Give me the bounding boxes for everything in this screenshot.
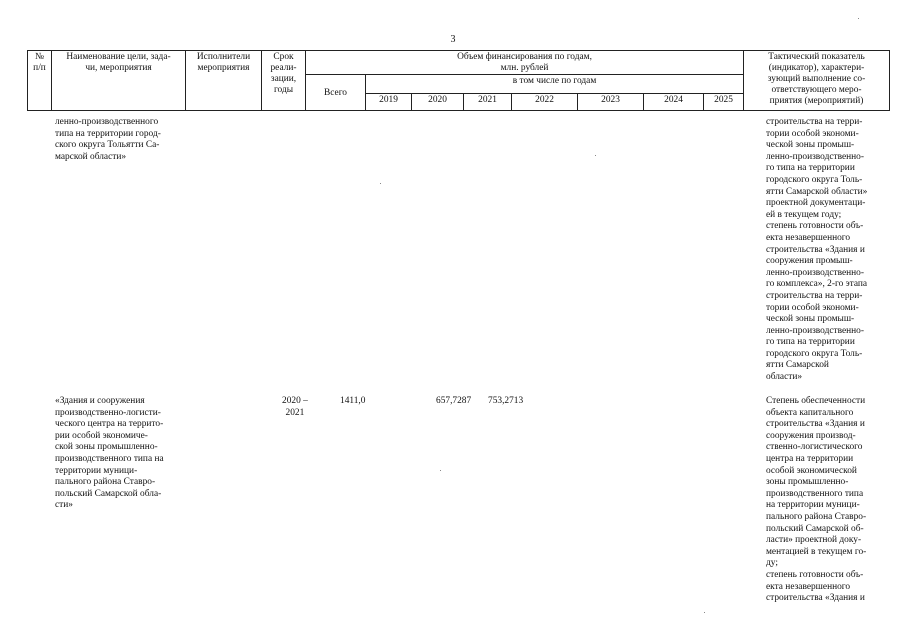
header-number: № п/п — [28, 51, 52, 111]
header-indicator: Тактический показатель (индикатор), характери- зующий выполнение со- ответствующего меро- приятия (мероприятий) — [744, 51, 890, 111]
row-2-term: 2020 – 2021 — [282, 396, 308, 418]
header-year: 2020 — [412, 94, 464, 111]
scan-speck — [440, 470, 441, 471]
header-incl-years: в том числе по годам — [366, 75, 744, 94]
header-total: Всего — [306, 75, 366, 111]
scan-speck — [858, 18, 859, 19]
scan-speck — [380, 183, 381, 184]
table-header — [27, 50, 890, 111]
scan-speck — [704, 612, 705, 613]
row-2-total: 1411,0 — [340, 396, 366, 406]
page-number: 3 — [450, 34, 456, 45]
header-year: 2021 — [464, 94, 512, 111]
header-year: 2023 — [578, 94, 644, 111]
header-term: Срок реали- зации, годы — [262, 51, 306, 111]
header-executors: Исполнители мероприятия — [186, 51, 262, 111]
header-year: 2022 — [512, 94, 578, 111]
row-2-name: «Здания и сооружения производственно-логисти- ческого центра на террито- рии особой экономиче- ской зоны промышленно- производственного типа на территории муници- пального района Ставро- польский Самарской обла- сти» — [55, 396, 164, 511]
row-2-2021: 753,2713 — [488, 396, 524, 406]
row-1-indicator: строительства на терри- тории особой экономи- ческой зоны промыш- ленно-производственно- го типа на территории городского округа Толь- ятти Самарской области» проектной документаци- ей в текущем году; степень готовности объ- екта незавершенного строительства «Здания и сооружения промыш- ленно-производственно- го комплекса», 2-го этапа строительства на терри- тории особой экономи- ческой зоны промыш- ленно-производственно- го типа на территории городского округа Толь- ятти Самарской области» — [766, 117, 868, 383]
row-1-name: ленно-производственного типа на территории город- ского округа Тольятти Са- марской области» — [55, 117, 161, 162]
header-funding: Объем финансирования по годам, млн. рублей — [306, 51, 744, 75]
header-year: 2024 — [644, 94, 704, 111]
row-2-indicator: Степень обеспеченности объекта капитального строительства «Здания и сооружения производ- ственно-логистического центра на территории особой экономической зоны промышленно- производственного типа на территории муници- пального района Ставро- польский Самарской об- ласти» проектной доку- ментацией в текущем го- ду; степень готовности объ- екта незавершенного строительства «Здания и — [766, 396, 867, 604]
scan-speck — [595, 155, 596, 156]
header-year: 2019 — [366, 94, 412, 111]
header-year: 2025 — [704, 94, 744, 111]
row-2-2020: 657,7287 — [436, 396, 472, 406]
header-name: Наименование цели, зада- чи, мероприятия — [52, 51, 186, 111]
